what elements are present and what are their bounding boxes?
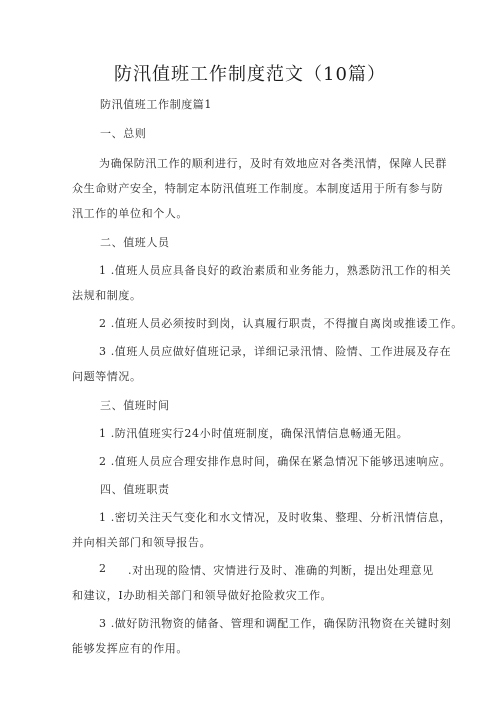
paragraph-line: 为确保防汛工作的顺利进行，及时有效地应对各类汛情，保障人民群: [99, 157, 447, 170]
list-item-line: 能够发挥应有的作用。: [72, 642, 188, 655]
list-item-line: 和建议，Ⅰ办助相关部门和领导做好抢险救灾工作。: [72, 589, 333, 602]
section-heading-staff: 二、值班人员: [100, 236, 170, 249]
list-item-line: 问题等情况。: [72, 370, 142, 383]
list-item-line: 3 .做好防汛物资的储备、管理和调配工作，确保防汛物资在关键时刻: [99, 617, 452, 630]
list-item-line: 法规和制度。: [72, 289, 142, 302]
document-title: 防汛值班工作制度范文（10篇）: [114, 64, 386, 85]
section-heading-general: 一、总则: [100, 127, 147, 140]
list-item-line: .对出现的险情、灾情进行及时、准确的判断，提出处理意见: [128, 564, 434, 577]
list-item-line: 1 .值班人员应具备良好的政治素质和业务能力，熟悉防汛工作的相关: [99, 264, 452, 277]
list-item-line: 并向相关部门和领导报告。: [72, 536, 212, 549]
subtitle: 防汛值班工作制度篇1: [100, 98, 212, 111]
list-item-line: 1 .防汛值班实行24小时值班制度，确保汛情信息畅通无阻。: [99, 427, 409, 440]
list-item-line: 2 .值班人员必须按时到岗，认真履行职责，不得擅自离岗或推诿工作。: [99, 317, 463, 330]
paragraph-line: 众生命财产安全，特制定本防汛值班工作制度。本制度适用于所有参与防: [72, 182, 444, 195]
paragraph-line: 汛工作的单位和个人。: [72, 207, 188, 220]
list-item-line: 2 .值班人员应合理安排作息时间，确保在紧急情况下能够迅速响应。: [99, 455, 452, 468]
list-item-line: 1 .密切关注天气变化和水文情况，及时收集、整理、分析汛情信息，: [99, 511, 452, 524]
list-item-number: 2: [99, 562, 107, 575]
list-item-line: 3 .值班人员应做好值班记录，详细记录汛情、险情、工作进展及存在: [99, 345, 452, 358]
section-heading-time: 三、值班时间: [100, 399, 170, 412]
section-heading-duties: 四、值班职责: [100, 483, 170, 496]
